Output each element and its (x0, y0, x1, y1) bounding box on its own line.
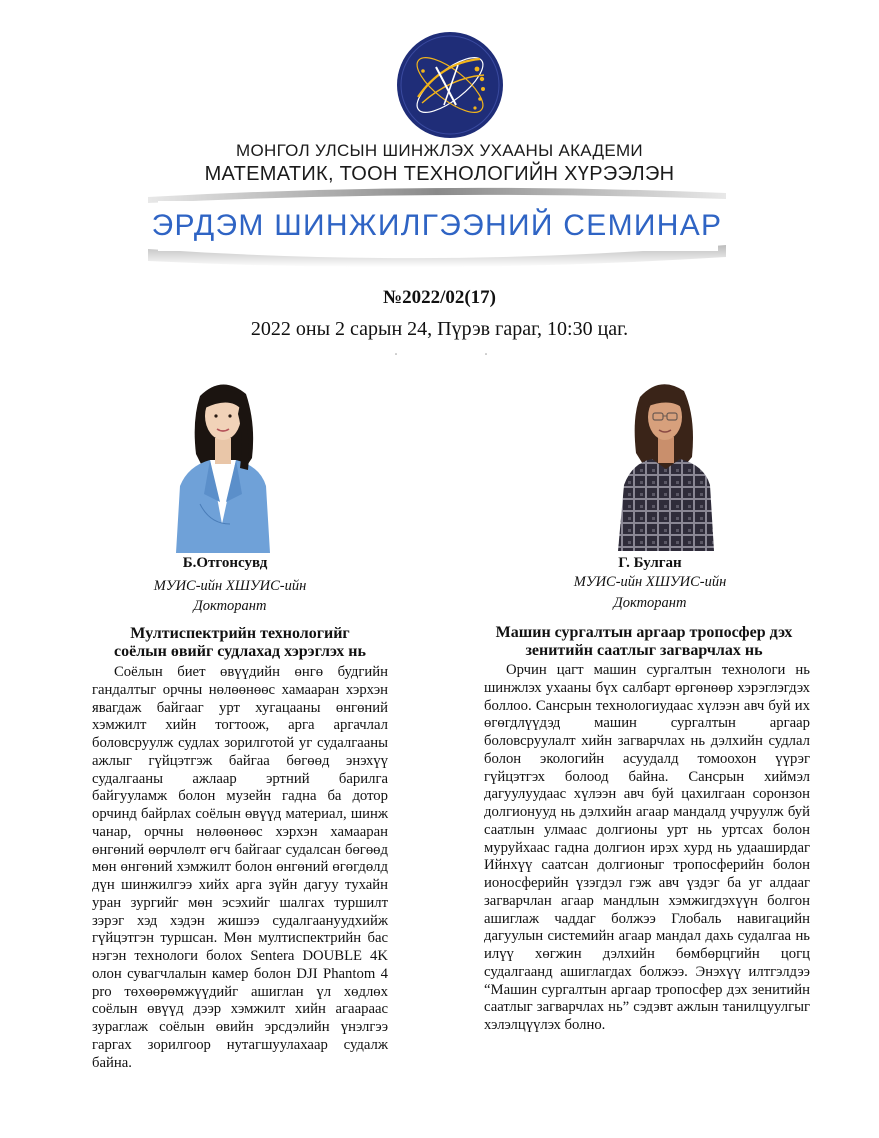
organization-name: МОНГОЛ УЛСЫН ШИНЖЛЭХ УХААНЫ АКАДЕМИ (236, 141, 643, 160)
academy-logo (396, 31, 504, 139)
seminar-number: №2022/02(17) (382, 287, 497, 308)
talk-title-line: зенитийн саатлыг загварчлах нь (525, 642, 763, 659)
speaker-affiliation: МУИС-ийн ХШУИС-ийн (573, 574, 727, 590)
speaker-position: Докторант (193, 598, 267, 614)
talk-abstract (484, 662, 810, 1035)
speaker-position: Докторант (613, 595, 687, 611)
talk-title-line: Машин сургалтын аргаар тропосфер дэх (495, 624, 793, 641)
speaker-name: Г. Булган (618, 555, 682, 571)
abstract-text: Соёлын биет өвүүдийн өнгө будгийн гандалтыг орчны нөлөөнөөс хамааран хэрхэн явагдаж байгааг урт хугацааны өнгөний хэмжилт хийн тогтоож, арга аргачлал боловсруулж судлах зорилготой уг судалгааны ажлыг гүйцэтгэж байгаа бөгөөд энэхүү судалгааны ажлаар эртний барилга байгууламж болон музейн гадна ба дотор орчинд байрлах соёлын өвүүд материал, шинж чанар, орчны нөлөөнөөс хэрхэн хамааран өнгөний өөрчлөлт өгч байгааг судалсан бөгөөд мөн өнгөний хэмжилт болон өнгөний өгөгдөлд дүн шинжилгээ хийх арга зүйн дагуу тухайн уран зургийг мөн эсэхийг шалгах туршилт зэрэг хэд хэдэн жишээ судалгаануудхийж гүйцэтгэн туршсан. Мөн мултиспектрийн бас нэгэн технологи болох Sentera DOUBLE 4K олон сувагчлалын камер болон DJI Phantom 4 pro төхөөрөмжүүдийг ашиглан үл хөдлөх соёлын өвүүд дээр хэмжилт хийн агаараас зураглаж соёлын өвийн эрсдэлийн үнэлгээ гаргах зорилгоор нутагшуулахаар судалж байна. (92, 664, 388, 1071)
talk-title (472, 624, 816, 660)
institute-name: МАТЕМАТИК, ТООН ТЕХНОЛОГИЙН ХҮРЭЭЛЭН (204, 163, 675, 185)
abstract-text: Орчин цагт машин сургалтын технологи нь шинжлэх ухааны бүх салбарт өргөнөөр хэрэглэгдэх боллоо. Сансрын технологиудаас хүлээн авч буй их өгөгдлүүдэд машин сургалтын аргаар боловсруулалт хийн загварчлах нь дэлхийн судлал болон экологийн асуудалд томоохон үүрэг гүйцэтгэх болоод байна. Сансрын хиймэл дагуулуудаас хүлээн авч буй цахилгаан соронзон долгионууд нь дэлхийн агаар мандалд учруулж буй саатлын улмаас долгионы урт нь уртсах болон муруйхаас гадна долгион ирэх хурд нь удааширдаг Ийнхүү саатсан долгионыг тропосферийн болон ионосферийн үзэгдэл гэж авч үздэг ба уг алдааг загварчлан агаар мандлын хэмжигдэхүүн болгон ашиглаж чаддаг болжээ Глобаль навигацийн дагуулын системийн агаар мандал дахь судалгаа нь илүү хөгжин дэлхийн бөмбөрцгийн цогц судалгаанд ашиглагдах болжээ. Энэхүү илтгэлдээ “Машин сургалтын аргаар тропосфер дэх зенитийн саатлыг загварчлах нь” сэдэвт ажлын танилцуулгыг хэлэлцүүлэх болно. (484, 662, 810, 1033)
seminar-datetime: 2022 оны 2 сарын 24, Пүрэв гараг, 10:30 цаг. (250, 318, 629, 340)
speaker-photo (170, 374, 273, 553)
speaker-photo (616, 373, 716, 551)
talk-title (60, 625, 420, 661)
divider (391, 352, 491, 356)
seminar-title: ЭРДЭМ ШИНЖИЛГЭЭНИЙ СЕМИНАР (151, 209, 723, 242)
talk-title-line: Мултиспектрийн технологийг (130, 625, 350, 642)
speaker-name: Б.Отгонсувд (182, 555, 268, 571)
speaker-affiliation: МУИС-ийн ХШУИС-ийн (153, 578, 307, 594)
talk-abstract (92, 664, 388, 1072)
talk-title-line: соёлын өвийг судлахад хэрэглэх нь (114, 643, 366, 660)
